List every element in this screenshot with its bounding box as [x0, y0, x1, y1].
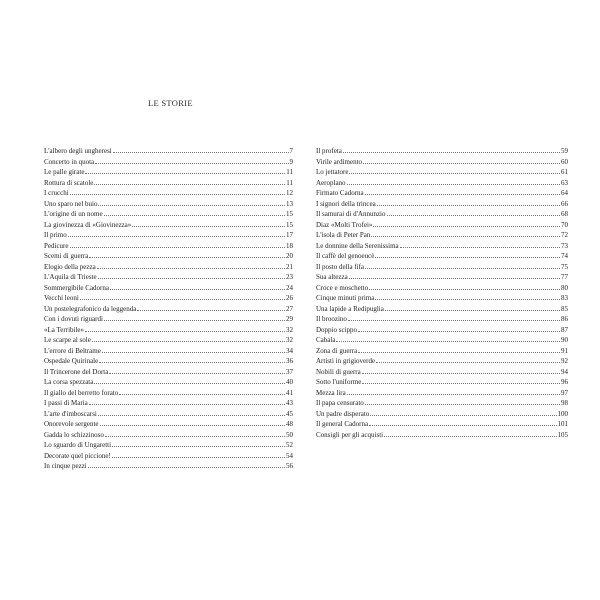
- dot-leader: [97, 262, 285, 269]
- dot-leader: [370, 409, 556, 416]
- toc-entry: [44, 178, 293, 189]
- toc-entry-title: Mezza lira: [316, 388, 346, 397]
- toc-entry: [44, 251, 293, 262]
- dot-leader: [347, 178, 560, 185]
- toc-entry: [316, 220, 568, 231]
- toc-entry: [44, 388, 293, 399]
- toc-entry-page: 27: [286, 304, 293, 313]
- toc-entry-page: 105: [557, 430, 568, 439]
- toc-entry: [44, 398, 293, 409]
- toc-entry-page: 37: [286, 367, 293, 376]
- toc-entry: [316, 178, 568, 189]
- toc-entry-page: 7: [289, 147, 293, 155]
- toc-entry-title: Il Trincerone del Dorta: [44, 367, 109, 376]
- toc-entry-title: Il posto della fifa: [316, 262, 365, 271]
- toc-entry-page: 56: [286, 462, 293, 470]
- toc-entry-page: 96: [561, 378, 568, 386]
- dot-leader: [95, 157, 288, 164]
- dot-leader: [385, 304, 560, 311]
- dot-leader: [365, 188, 560, 195]
- toc-entry-title: Un postelegrafonico da leggenda: [44, 304, 137, 313]
- toc-entry-page: 54: [286, 451, 293, 460]
- toc-entry-title: Decorate quel piccione!: [44, 451, 111, 460]
- dot-leader: [88, 461, 285, 468]
- toc-entry: [44, 409, 293, 420]
- toc-entry: [316, 335, 568, 346]
- toc-entry-page: 36: [286, 357, 293, 365]
- dot-leader: [349, 167, 560, 174]
- toc-entry-page: 73: [561, 241, 568, 250]
- toc-entry-title: Sotto l'uniforme: [316, 378, 362, 386]
- dot-leader: [110, 283, 285, 290]
- dot-leader: [376, 356, 560, 363]
- toc-entry: [44, 430, 293, 441]
- toc-entry-page: 41: [286, 388, 293, 397]
- toc-entry: [316, 388, 568, 399]
- toc-entry-title: Una lapide a Redipuglia: [316, 304, 384, 313]
- toc-entry: [44, 314, 293, 325]
- toc-entry: [316, 377, 568, 388]
- toc-entry-title: Artisti in grigioverde: [316, 357, 376, 365]
- toc-entry-page: 66: [561, 199, 568, 208]
- toc-entry: [316, 157, 568, 168]
- toc-entry-page: 50: [286, 430, 293, 439]
- toc-entry-page: 90: [561, 336, 568, 344]
- toc-entry-page: 83: [561, 294, 568, 302]
- dot-leader: [358, 346, 560, 353]
- toc-entry-page: 59: [561, 147, 568, 155]
- toc-entry-title: Pedicure: [44, 241, 69, 250]
- toc-entry-page: 61: [561, 168, 568, 176]
- toc-entry: [44, 262, 293, 273]
- dot-leader: [100, 419, 286, 426]
- toc-entry: [316, 346, 568, 357]
- toc-entry-title: Il giallo del berretto forato: [44, 388, 119, 397]
- toc-entry-page: 101: [557, 420, 568, 428]
- toc-entry-page: 26: [286, 294, 293, 302]
- toc-entry-page: 23: [286, 273, 293, 281]
- toc-entry: [44, 157, 293, 168]
- toc-entry-page: 40: [286, 378, 293, 386]
- dot-leader: [348, 314, 560, 321]
- toc-entry: [44, 335, 293, 346]
- toc-entry-title: Le scarpe al sole: [44, 336, 91, 344]
- toc-entry-title: Un padre disperato: [316, 409, 370, 418]
- toc-entry: [44, 419, 293, 430]
- toc-entry-title: Sua altezza: [316, 273, 348, 281]
- toc-entry-title: L'Aquila di Trieste: [44, 273, 97, 281]
- toc-entry-page: 43: [286, 399, 293, 407]
- toc-entry: [44, 230, 293, 241]
- dot-leader: [369, 419, 556, 426]
- toc-entry: [44, 325, 293, 336]
- dot-leader: [119, 388, 285, 395]
- toc-entry: [44, 346, 293, 357]
- toc-entry: [44, 304, 293, 315]
- toc-entry-page: 24: [286, 283, 293, 292]
- toc-entry: [44, 367, 293, 378]
- dot-leader: [373, 220, 560, 227]
- toc-entry-title: Croce e moschetto: [316, 283, 369, 292]
- toc-entry-title: Elogio della pezza: [44, 262, 96, 271]
- dot-leader: [109, 367, 285, 374]
- toc-entry-page: 68: [561, 210, 568, 218]
- toc-entry-title: Cabala: [316, 336, 336, 344]
- dot-leader: [89, 398, 285, 405]
- dot-leader: [70, 188, 285, 195]
- toc-entry-title: Il profeta: [316, 147, 342, 155]
- toc-entry-title: Onorevole sergente: [44, 420, 99, 428]
- toc-entry-page: 64: [561, 189, 568, 197]
- toc-entry: [316, 356, 568, 367]
- toc-entry: [316, 209, 568, 220]
- dot-leader: [132, 220, 285, 227]
- toc-entry-page: 34: [286, 346, 293, 355]
- toc-entry: [316, 409, 568, 420]
- toc-entry-title: Il broozino: [316, 315, 347, 323]
- toc-entry-page: 72: [561, 231, 568, 239]
- toc-entry-title: Lo sguardo di Ungaretti: [44, 441, 112, 449]
- toc-entry-page: 12: [286, 189, 293, 197]
- toc-entry-page: 74: [561, 252, 568, 260]
- toc-entry-page: 48: [286, 420, 293, 428]
- toc-entry: [316, 188, 568, 199]
- toc-entry: [44, 293, 293, 304]
- toc-entry: [316, 419, 568, 430]
- dot-leader: [349, 272, 560, 279]
- toc-entry-title: In cinque pezzi: [44, 462, 87, 470]
- toc-entry-title: Il primo: [44, 231, 67, 239]
- toc-entry: [316, 272, 568, 283]
- toc-entry-page: 98: [561, 399, 568, 407]
- dot-leader: [377, 199, 560, 206]
- toc-entry: [44, 461, 293, 472]
- toc-entry-title: Lo jettatore: [316, 168, 349, 176]
- toc-entry: [316, 325, 568, 336]
- toc-entry-page: 92: [561, 357, 568, 365]
- dot-leader: [104, 209, 285, 216]
- toc-left-column: [44, 146, 293, 472]
- toc-entry-title: La giovinezza di «Giovinezza»: [44, 220, 132, 229]
- toc-entry-page: 32: [286, 336, 293, 344]
- toc-entry-title: Virile ardimento: [316, 157, 363, 166]
- toc-entry-title: Le palle girate: [44, 168, 85, 176]
- toc-entry: [316, 251, 568, 262]
- toc-entry-title: I signori della trincea: [316, 199, 376, 208]
- toc-entry-page: 29: [286, 315, 293, 323]
- toc-entry: [44, 356, 293, 367]
- toc-entry-page: 11: [286, 168, 293, 176]
- toc-entry-title: Consigli per gli acquisti: [316, 430, 384, 439]
- toc-entry-page: 20: [286, 252, 293, 260]
- dot-leader: [336, 335, 560, 342]
- toc-entry-title: La corsa spezzata: [44, 378, 94, 386]
- toc-entry-title: L'errore di Beltrame: [44, 346, 101, 355]
- toc-right-column: [316, 146, 568, 440]
- dot-leader: [94, 178, 285, 185]
- section-heading: LE STORIE: [148, 98, 193, 108]
- toc-entry-title: Uno sparo nel buio: [44, 199, 98, 208]
- toc-entry-page: 21: [286, 262, 293, 271]
- toc-entry-title: Rottura di scatole: [44, 178, 94, 187]
- dot-leader: [104, 314, 285, 321]
- toc-entry-title: Concerto in quota: [44, 157, 95, 166]
- toc-entry-title: Scemi di guerra: [44, 252, 89, 260]
- dot-leader: [363, 157, 560, 164]
- toc-entry-page: 87: [561, 325, 568, 334]
- toc-entry: [316, 167, 568, 178]
- toc-entry-title: Il general Cadorna: [316, 420, 369, 428]
- toc-entry-page: 45: [286, 409, 293, 418]
- toc-entry-title: Doppio scippo: [316, 325, 358, 334]
- toc-entry-page: 52: [286, 441, 293, 449]
- dot-leader: [375, 251, 560, 258]
- dot-leader: [102, 346, 285, 353]
- dot-leader: [98, 272, 285, 279]
- dot-leader: [358, 325, 560, 332]
- toc-entry: [44, 167, 293, 178]
- dot-leader: [375, 293, 560, 300]
- dot-leader: [365, 262, 560, 269]
- toc-entry: [44, 440, 293, 451]
- toc-entry: [44, 188, 293, 199]
- toc-entry-title: Le donnine della Serenissima: [316, 241, 399, 250]
- dot-leader: [70, 241, 286, 248]
- dot-leader: [369, 283, 560, 290]
- toc-entry: [316, 304, 568, 315]
- toc-entry: [316, 283, 568, 294]
- toc-entry-title: Cinque minuti prima: [316, 294, 375, 302]
- toc-entry: [316, 398, 568, 409]
- toc-entry-page: 18: [286, 241, 293, 250]
- toc-entry: [44, 451, 293, 462]
- toc-entry-page: 15: [286, 220, 293, 229]
- toc-entry-page: 11: [286, 178, 293, 187]
- dot-leader: [362, 377, 560, 384]
- toc-entry: [316, 367, 568, 378]
- toc-entry-title: «La Terribile»: [44, 325, 85, 334]
- toc-entry-title: Zona di guerra: [316, 346, 358, 355]
- dot-leader: [85, 167, 285, 174]
- toc-entry: [44, 283, 293, 294]
- dot-leader: [362, 367, 560, 374]
- toc-entry: [44, 199, 293, 210]
- toc-entry-title: Aeroplano: [316, 178, 346, 187]
- toc-entry-page: 9: [289, 157, 293, 166]
- toc-entry-title: L'isola di Peter Pan: [316, 231, 371, 239]
- toc-entry-title: Nobili di guerra: [316, 367, 361, 376]
- toc-entry-title: L'albero degli ungheresi: [44, 147, 112, 155]
- toc-entry-page: 13: [286, 199, 293, 208]
- toc-entry: [316, 199, 568, 210]
- toc-entry-page: 86: [561, 315, 568, 323]
- toc-entry-page: 85: [561, 304, 568, 313]
- toc-entry: [316, 230, 568, 241]
- toc-entry-page: 60: [561, 157, 568, 166]
- toc-entry-title: Diaz «Molti Trofei»: [316, 220, 373, 229]
- toc-entry-title: Il samurai di d'Annunzio: [316, 210, 386, 218]
- dot-leader: [98, 199, 285, 206]
- dot-leader: [371, 230, 560, 237]
- toc-entry-page: 70: [561, 220, 568, 229]
- toc-entry: [44, 377, 293, 388]
- toc-entry-page: 97: [561, 388, 568, 397]
- dot-leader: [99, 356, 285, 363]
- toc-entry-page: 91: [561, 346, 568, 355]
- dot-leader: [68, 230, 285, 237]
- toc-entry: [44, 209, 293, 220]
- toc-entry-title: L'origine di un nome: [44, 210, 103, 218]
- dot-leader: [365, 398, 560, 405]
- dot-leader: [384, 430, 556, 437]
- toc-entry-page: 32: [286, 325, 293, 334]
- toc-entry-title: Con i dovuti riguardi: [44, 315, 103, 323]
- toc-entry: [316, 430, 568, 441]
- toc-entry-page: 100: [557, 409, 568, 418]
- toc-entry-title: Il papa censurato: [316, 399, 364, 407]
- dot-leader: [112, 451, 285, 458]
- toc-entry-title: I passi di Maria: [44, 399, 88, 407]
- dot-leader: [112, 440, 285, 447]
- toc-entry-title: I crucchi: [44, 189, 69, 197]
- toc-entry-page: 17: [286, 231, 293, 239]
- toc-entry-title: Il caffè del genoeucè: [316, 252, 375, 260]
- toc-entry: [316, 146, 568, 157]
- toc-entry: [44, 220, 293, 231]
- toc-entry-title: Vecchi leoni: [44, 294, 79, 302]
- toc-entry: [44, 146, 293, 157]
- dot-leader: [92, 335, 285, 342]
- toc-entry: [316, 262, 568, 273]
- toc-entry: [44, 272, 293, 283]
- dot-leader: [89, 251, 285, 258]
- toc-entry-title: Gadda lo schizzinoso: [44, 430, 104, 439]
- dot-leader: [80, 293, 285, 300]
- toc-entry: [316, 241, 568, 252]
- toc-entry-page: 75: [561, 262, 568, 271]
- toc-entry-page: 63: [561, 178, 568, 187]
- dot-leader: [94, 377, 285, 384]
- toc-entry-title: L'arte d'imboscarsi: [44, 409, 97, 418]
- toc-entry: [44, 241, 293, 252]
- dot-leader: [400, 241, 560, 248]
- toc-entry-page: 80: [561, 283, 568, 292]
- toc-entry-title: Sommergibile Cadorna: [44, 283, 109, 292]
- toc-entry-page: 94: [561, 367, 568, 376]
- dot-leader: [387, 209, 561, 216]
- toc-entry-title: Ospedale Quirinale: [44, 357, 99, 365]
- dot-leader: [105, 430, 285, 437]
- toc-entry-title: Firmato Cadorna: [316, 189, 364, 197]
- dot-leader: [113, 146, 289, 153]
- dot-leader: [98, 409, 285, 416]
- toc-entry-page: 77: [561, 273, 568, 281]
- dot-leader: [347, 388, 560, 395]
- dot-leader: [343, 146, 560, 153]
- toc-entry: [316, 293, 568, 304]
- dot-leader: [137, 304, 285, 311]
- toc-entry: [316, 314, 568, 325]
- toc-entry-page: 15: [286, 210, 293, 218]
- dot-leader: [85, 325, 285, 332]
